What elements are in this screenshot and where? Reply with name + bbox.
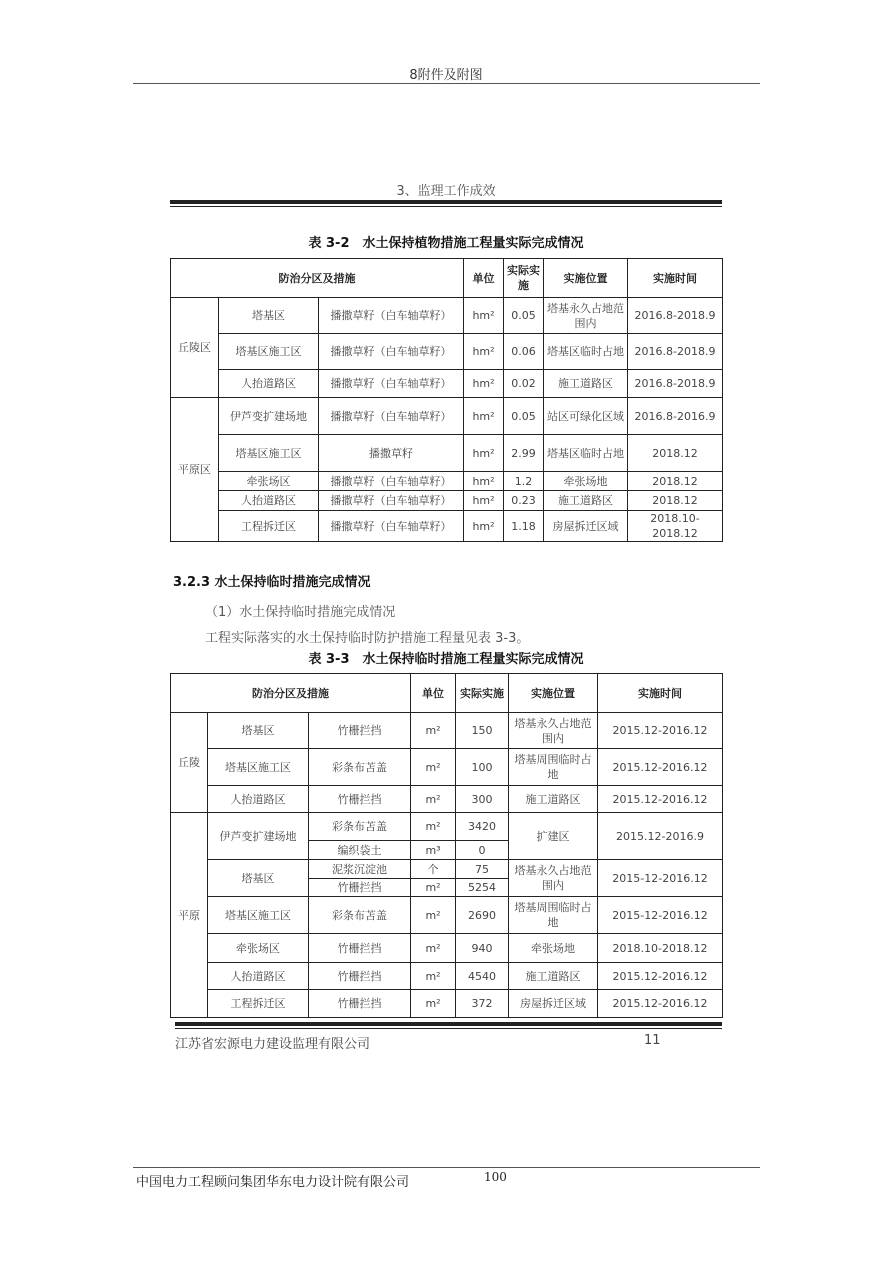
cell: 塔基区 [208,860,309,897]
cell: 940 [456,934,509,963]
cell: 塔基区施工区 [219,435,319,472]
header-cell: 单位 [411,674,456,713]
cell: 伊芦变扩建场地 [219,398,319,435]
cell: 施工道路区 [509,963,598,990]
cell: 彩条布苫盖 [309,897,411,934]
cell: 施工道路区 [509,786,598,813]
header-cell: 实施位置 [544,259,628,298]
inner-footer-rule-thin [175,1028,722,1029]
cell: 0.05 [504,298,544,334]
table2 [170,673,723,1018]
table-row [171,963,723,990]
cell: m² [411,749,456,786]
cell: 100 [456,749,509,786]
cell: 塔基区施工区 [208,897,309,934]
cell: 竹栅拦挡 [309,786,411,813]
cell: 2018.10-2018.12 [628,511,723,542]
cell: 2018.12 [628,491,723,511]
cell: 竹栅拦挡 [309,934,411,963]
cell: 播撒草籽（白车轴草籽） [319,491,464,511]
cell: 播撒草籽（白车轴草籽） [319,511,464,542]
inner-footer-company: 江苏省宏源电力建设监理有限公司 [175,1037,371,1052]
cell: 播撒草籽（白车轴草籽） [319,370,464,398]
header-cell: 实际实施 [504,259,544,298]
cell: 2016.8-2018.9 [628,334,723,370]
cell: 0.23 [504,491,544,511]
cell: m² [411,879,456,897]
cell: 塔基区施工区 [219,334,319,370]
header-cell: 防治分区及措施 [171,674,411,713]
cell: 播撒草籽（白车轴草籽） [319,334,464,370]
cell: 彩条布苫盖 [309,749,411,786]
table-row [171,472,723,491]
cell: 施工道路区 [544,370,628,398]
cell: 人抬道路区 [219,491,319,511]
cell: 竹栅拦挡 [309,990,411,1018]
cell: 2018.12 [628,435,723,472]
cell: 牵张场区 [208,934,309,963]
footer-divider [133,1167,760,1168]
cell: m² [411,897,456,934]
cell: 2015.12-2016.12 [598,713,723,749]
inner-footer-page: 11 [644,1033,661,1048]
cell: 牵张场地 [544,472,628,491]
header-divider [133,83,760,84]
group-cell: 平原 [171,813,208,1018]
table-row [171,990,723,1018]
cell: 0.02 [504,370,544,398]
cell: 2015.12-2016.12 [598,990,723,1018]
cell: 塔基区 [208,713,309,749]
cell: 4540 [456,963,509,990]
header-cell: 实际实施 [456,674,509,713]
paragraph: （1）水土保持临时措施完成情况 [205,605,396,620]
table-header-row [171,674,723,713]
cell: 人抬道路区 [208,963,309,990]
table-row [171,897,723,934]
cell: 施工道路区 [544,491,628,511]
cell: hm² [464,298,504,334]
header-cell: 实施位置 [509,674,598,713]
table-row [171,713,723,749]
cell: 3420 [456,813,509,841]
cell: 牵张场区 [219,472,319,491]
cell: 人抬道路区 [219,370,319,398]
cell: 塔基周围临时占地 [509,897,598,934]
cell: 2018.10-2018.12 [598,934,723,963]
cell: 5254 [456,879,509,897]
table1 [170,258,723,542]
cell: hm² [464,435,504,472]
table-row [171,491,723,511]
cell: hm² [464,491,504,511]
cell: 2015.12-2016.12 [598,749,723,786]
table-row [171,334,723,370]
cell: m² [411,990,456,1018]
inner-header: 3、监理工作成效 [396,184,496,199]
cell: 塔基区施工区 [208,749,309,786]
cell: 0.06 [504,334,544,370]
cell: 150 [456,713,509,749]
cell: 372 [456,990,509,1018]
cell: 个 [411,860,456,879]
outer-header: 8附件及附图 [409,68,483,83]
header-cell: 防治分区及措施 [171,259,464,298]
cell: 1.2 [504,472,544,491]
table-row [171,749,723,786]
cell: 2016.8-2018.9 [628,370,723,398]
cell: 75 [456,860,509,879]
cell: 2.99 [504,435,544,472]
cell: 1.18 [504,511,544,542]
cell: 播撒草籽（白车轴草籽） [319,472,464,491]
cell: 塔基周围临时占地 [509,749,598,786]
cell: 站区可绿化区域 [544,398,628,435]
cell: 塔基永久占地范围内 [509,860,598,897]
cell: 工程拆迁区 [208,990,309,1018]
paragraph: 工程实际落实的水土保持临时防护措施工程量见表 3-3。 [205,631,530,646]
outer-footer-page: 100 [484,1170,507,1184]
inner-footer-rule [175,1022,722,1026]
cell: 人抬道路区 [208,786,309,813]
cell: hm² [464,398,504,435]
header-cell: 单位 [464,259,504,298]
cell: 2018.12 [628,472,723,491]
cell: 牵张场地 [509,934,598,963]
table-header-row [171,259,723,298]
cell: 2015-12-2016.12 [598,897,723,934]
cell: m² [411,786,456,813]
cell: 伊芦变扩建场地 [208,813,309,860]
cell: m³ [411,841,456,860]
cell: 房屋拆迁区域 [509,990,598,1018]
group-cell: 丘陵 [171,713,208,813]
cell: 塔基区 [219,298,319,334]
cell: 2015.12-2016.9 [598,813,723,860]
table-row [171,370,723,398]
cell: 塔基永久占地范围内 [509,713,598,749]
cell: 2015-12-2016.12 [598,860,723,897]
cell: 竹栅拦挡 [309,963,411,990]
cell: 编织袋土 [309,841,411,860]
inner-header-rule-thin [170,206,722,207]
header-cell: 实施时间 [598,674,723,713]
cell: 2015.12-2016.12 [598,963,723,990]
cell: 2016.8-2016.9 [628,398,723,435]
header-cell: 实施时间 [628,259,723,298]
inner-header-rule [170,200,722,204]
cell: 300 [456,786,509,813]
table-row [171,435,723,472]
cell: 2016.8-2018.9 [628,298,723,334]
cell: m² [411,963,456,990]
cell: 彩条布苫盖 [309,813,411,841]
group-cell: 丘陵区 [171,298,219,398]
table-row [171,398,723,435]
cell: 工程拆迁区 [219,511,319,542]
cell: 2690 [456,897,509,934]
group-cell: 平原区 [171,398,219,542]
section-heading: 3.2.3 水土保持临时措施完成情况 [173,575,371,590]
cell: hm² [464,472,504,491]
cell: 播撒草籽（白车轴草籽） [319,298,464,334]
table-row [171,860,723,879]
table1-caption: 表 3-2 水土保持植物措施工程量实际完成情况 [308,236,584,251]
cell: m² [411,713,456,749]
cell: 房屋拆迁区域 [544,511,628,542]
cell: 竹栅拦挡 [309,879,411,897]
cell: 扩建区 [509,813,598,860]
cell: 塔基区临时占地 [544,334,628,370]
cell: 2015.12-2016.12 [598,786,723,813]
cell: hm² [464,370,504,398]
table2-caption: 表 3-3 水土保持临时措施工程量实际完成情况 [308,652,584,667]
cell: 0.05 [504,398,544,435]
table-row [171,511,723,542]
table-row [171,813,723,841]
cell: 塔基区临时占地 [544,435,628,472]
table-row [171,298,723,334]
outer-footer-company: 中国电力工程顾问集团华东电力设计院有限公司 [136,1175,410,1190]
cell: m² [411,813,456,841]
cell: 泥浆沉淀池 [309,860,411,879]
cell: 播撒草籽（白车轴草籽） [319,398,464,435]
table-row [171,786,723,813]
cell: 竹栅拦挡 [309,713,411,749]
table-row [171,934,723,963]
cell: hm² [464,511,504,542]
cell: 播撒草籽 [319,435,464,472]
cell: hm² [464,334,504,370]
cell: 0 [456,841,509,860]
cell: 塔基永久占地范围内 [544,298,628,334]
cell: m² [411,934,456,963]
